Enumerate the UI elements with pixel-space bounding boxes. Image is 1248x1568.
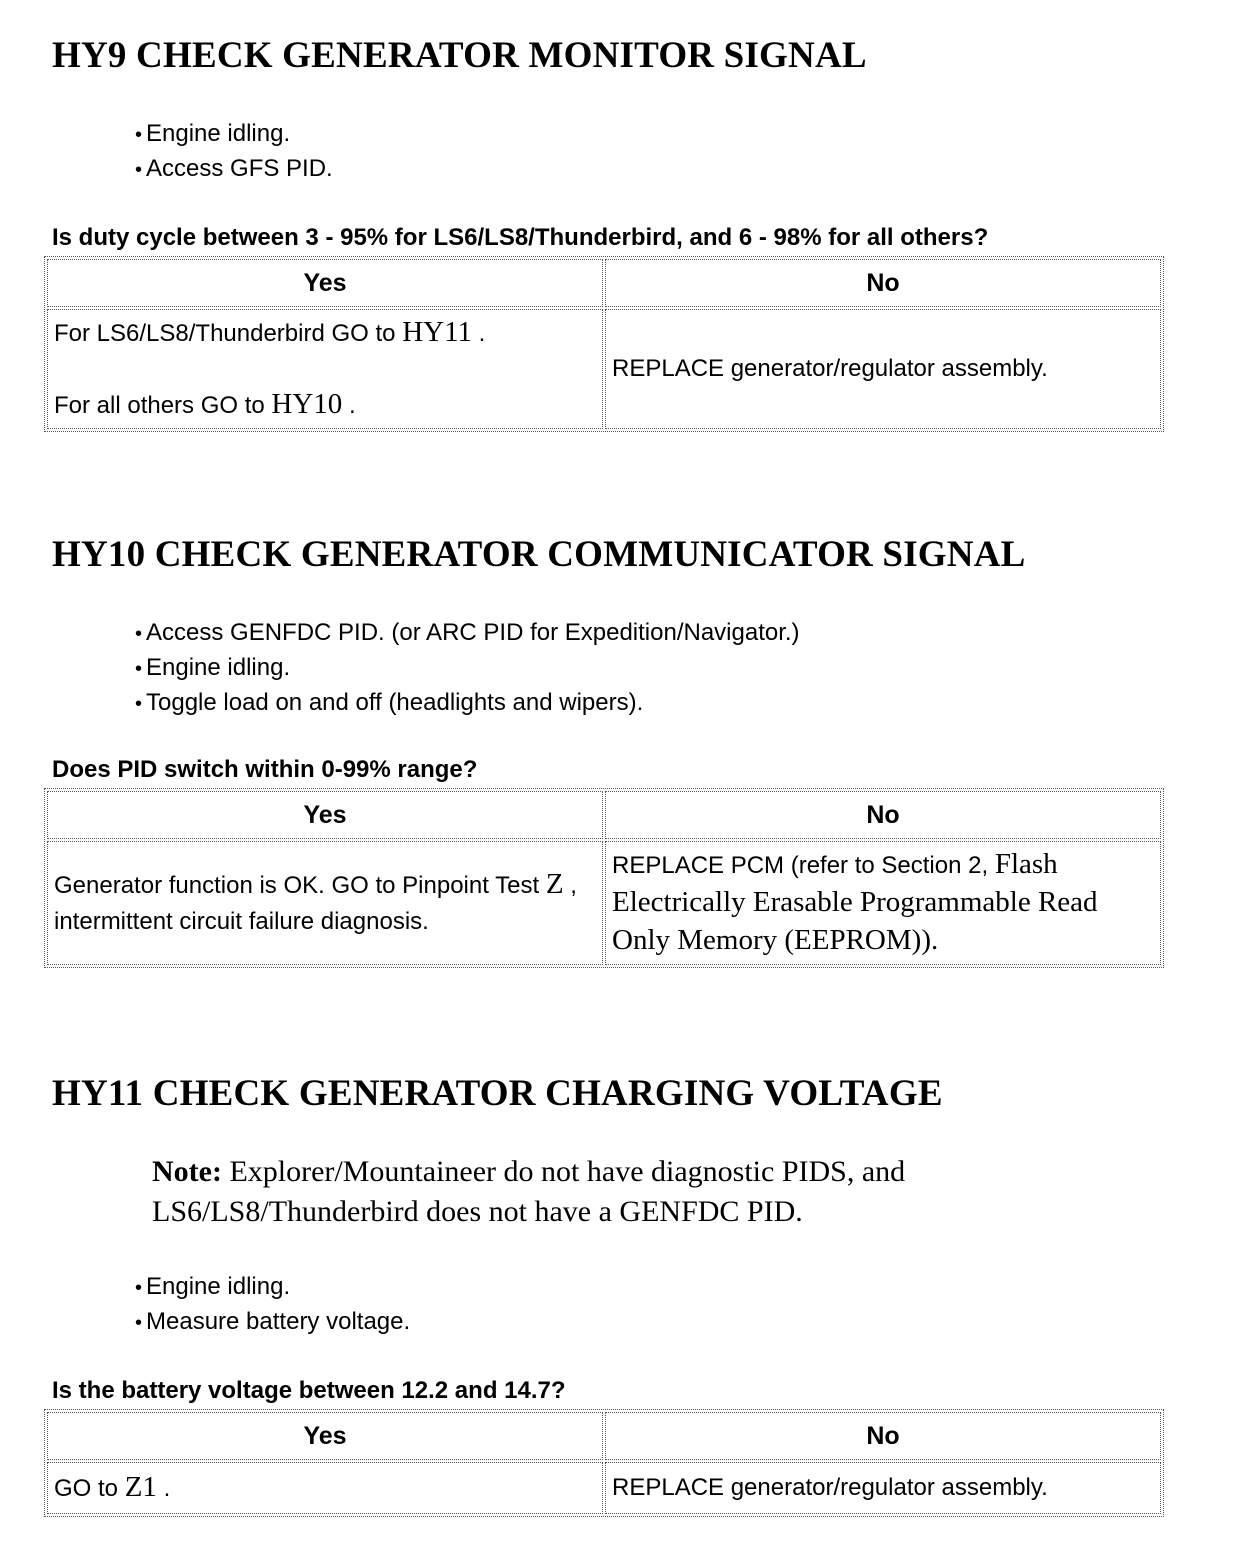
no-text-a: REPLACE PCM (refer to Section 2, [612, 852, 989, 879]
no-header: No [605, 1412, 1161, 1460]
note-label: Note: [152, 1155, 222, 1188]
list-item: • Access GFS PID. [135, 152, 333, 187]
yes-cell: GO to Z1 . [47, 1462, 603, 1514]
hy10-title: HY10 CHECK GENERATOR COMMUNICATOR SIGNAL [52, 534, 1026, 575]
yes-text-a: Generator function is OK. GO to Pinpoint Test [54, 872, 540, 899]
no-cell [605, 841, 1161, 965]
test-z-link[interactable]: Z [545, 868, 564, 900]
list-item: • Engine idling. [135, 117, 333, 152]
yes-line2-text: For all others GO to [54, 392, 265, 419]
hy10-question: Does PID switch within 0-99% range? [52, 756, 478, 783]
list-item: • Engine idling. [135, 651, 800, 686]
yes-cell [47, 841, 603, 965]
hy9-title: HY9 CHECK GENERATOR MONITOR SIGNAL [52, 35, 867, 76]
yes-header: Yes [47, 1412, 603, 1460]
no-text-b: Flash Electrically Erasable Programmable Read Only Memory (EEPROM)). [612, 848, 1098, 956]
hy10-table [44, 788, 1164, 968]
no-cell: REPLACE generator/regulator assembly. [605, 1462, 1161, 1514]
yes-text-b: , intermittent circuit failure diagnosis. [54, 872, 577, 935]
list-item: • Engine idling. [135, 1270, 410, 1305]
z1-link[interactable]: Z1 [124, 1471, 157, 1503]
yes-text: GO to [54, 1475, 119, 1502]
hy11-question: Is the battery voltage between 12.2 and 14.7? [52, 1377, 566, 1404]
hy9-table [44, 256, 1164, 432]
hy11-table [44, 1409, 1164, 1517]
yes-cell: For LS6/LS8/Thunderbird GO to HY11 . For all others GO to HY10 . [47, 309, 603, 429]
no-header: No [605, 791, 1161, 839]
list-item: • Access GENFDC PID. (or ARC PID for Expedition/Navigator.) [135, 616, 800, 651]
yes-header: Yes [47, 791, 603, 839]
no-header: No [605, 259, 1161, 307]
hy11-steps [135, 1270, 410, 1340]
no-cell: REPLACE generator/regulator assembly. [605, 309, 1161, 429]
note-text: Explorer/Mountaineer do not have diagnostic PIDS, and LS6/LS8/Thunderbird does not have a GENFDC PID. [152, 1155, 906, 1228]
list-item: • Toggle load on and off (headlights and wipers). [135, 686, 800, 721]
hy9-steps [135, 117, 333, 187]
hy9-question: Is duty cycle between 3 - 95% for LS6/LS8/Thunderbird, and 6 - 98% for all others? [52, 224, 989, 251]
hy11-note [152, 1152, 1052, 1232]
hy10-link[interactable]: HY10 [271, 388, 343, 420]
yes-header: Yes [47, 259, 603, 307]
list-item: • Measure battery voltage. [135, 1305, 410, 1340]
hy11-link[interactable]: HY11 [402, 316, 472, 348]
yes-line1-text: For LS6/LS8/Thunderbird GO to [54, 320, 396, 347]
hy11-title: HY11 CHECK GENERATOR CHARGING VOLTAGE [52, 1073, 943, 1114]
hy10-steps [135, 616, 800, 721]
